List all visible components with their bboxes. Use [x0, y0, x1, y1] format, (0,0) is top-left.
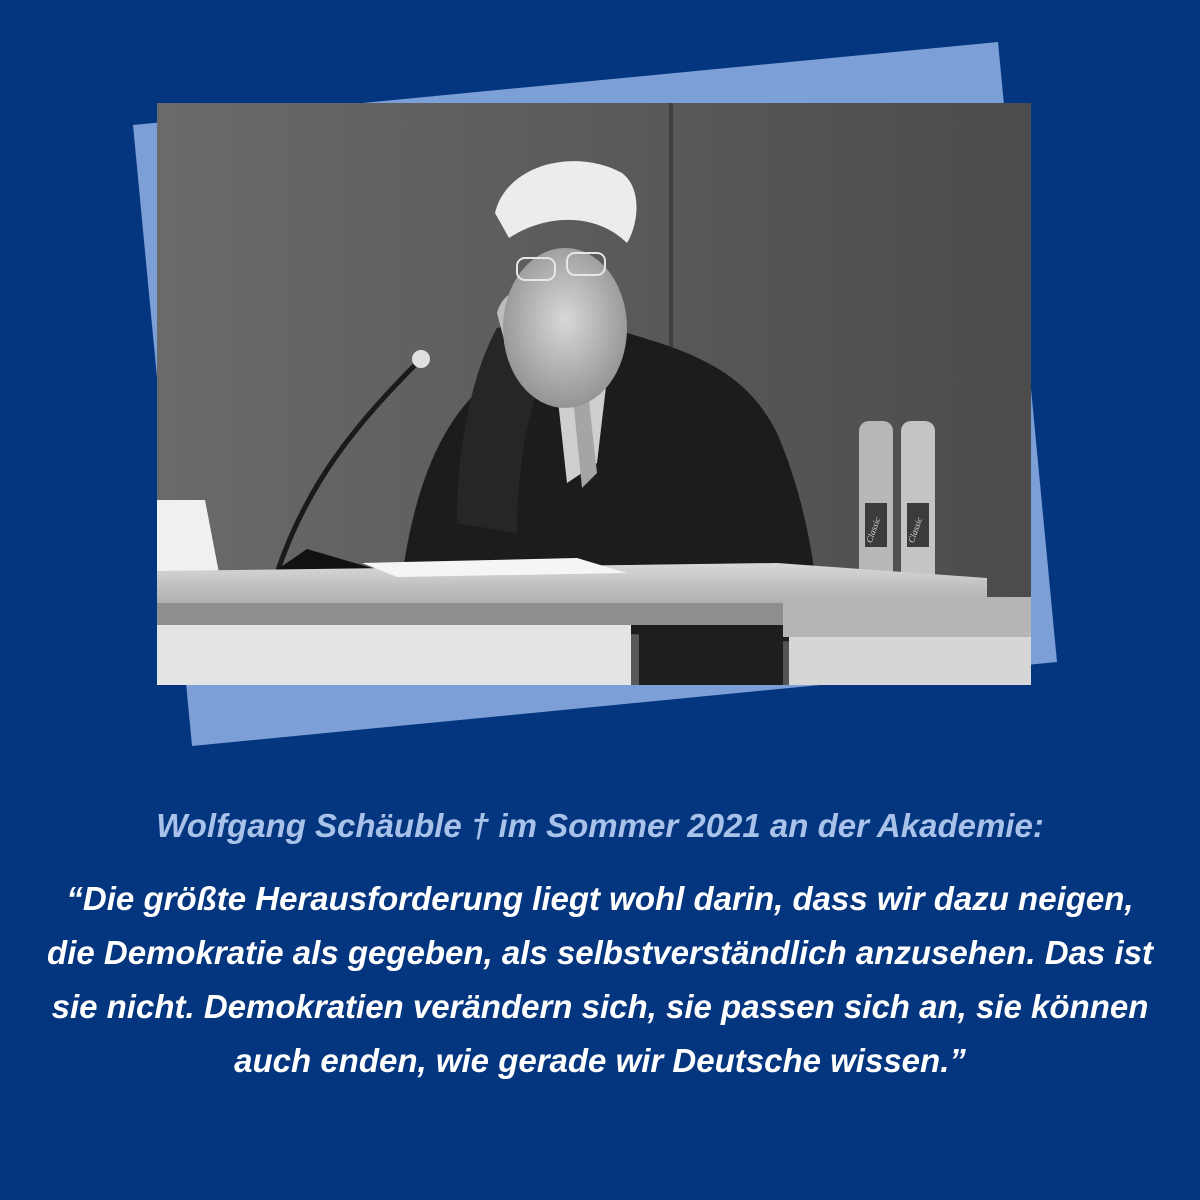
quote-attribution: Wolfgang Schäuble † im Sommer 2021 an der Akademie:: [156, 807, 1044, 844]
portrait-photo: [157, 103, 1031, 685]
bottle-label: Classic: [863, 515, 883, 545]
bottle-label: Classic: [905, 515, 925, 545]
quote-text: “Die größte Herausforderung liegt wohl darin, dass wir dazu neigen, die Demokratie als gegeben, als selbstverständlich anzusehen. Das ist sie nicht. Demokratien verändern sich, sie passen sich an, sie können auch enden, wie gerade wir Deutsche wissen.”: [47, 880, 1153, 1079]
